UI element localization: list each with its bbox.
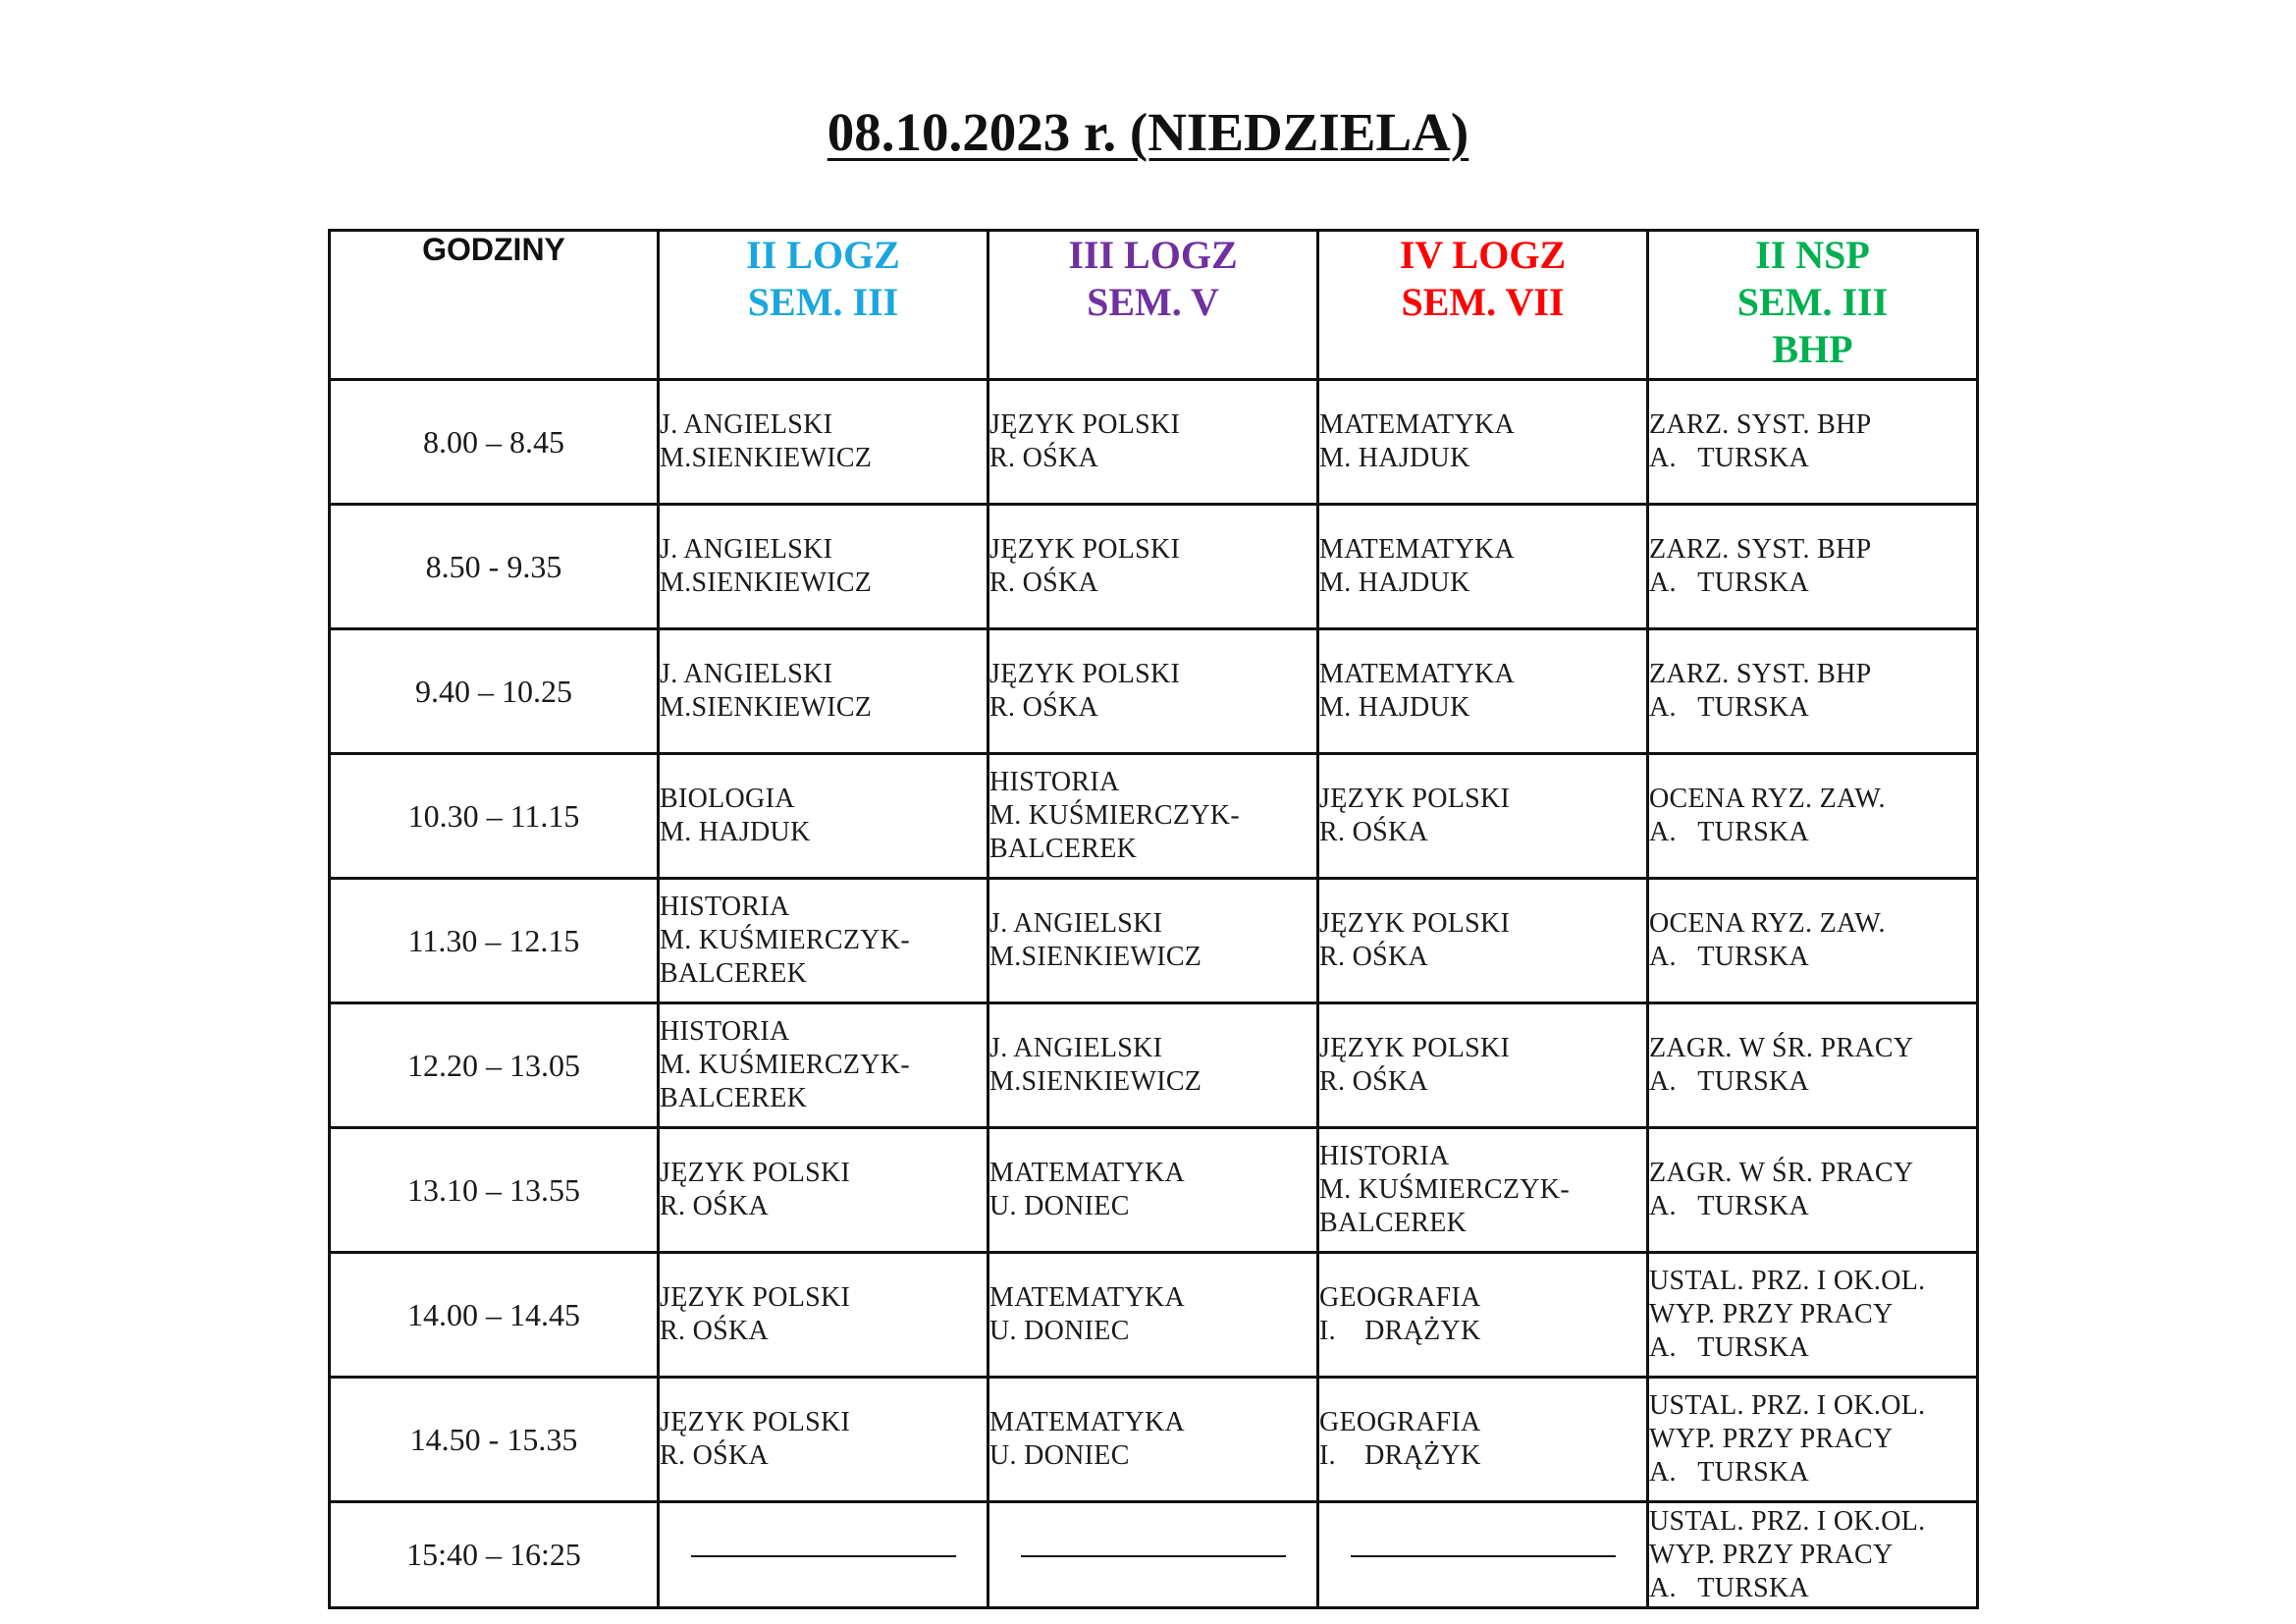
lesson-teacher: A. TURSKA [1649, 1457, 1810, 1488]
page-title: 08.10.2023 r. (NIEDZIELA) [827, 102, 1469, 162]
header-group-ii-nsp [1648, 231, 1978, 380]
lesson-cell [1648, 629, 1978, 754]
lesson-subject: ZARZ. SYST. BHP [1649, 534, 1872, 565]
lesson-teacher: R. OŚKA [660, 1191, 770, 1221]
lesson-cell [659, 1128, 988, 1253]
lesson-cell [1648, 505, 1978, 629]
lesson-cell [1318, 505, 1648, 629]
lesson-teacher: R. OŚKA [660, 1316, 770, 1346]
lesson-subject: USTAL. PRZ. I OK.OL. [1649, 1266, 1926, 1296]
lesson-teacher: M. HAJDUK [1319, 568, 1470, 598]
lesson-subject: MATEMATYKA [989, 1158, 1185, 1188]
time-slot: 14.50 - 15.35 [330, 1378, 659, 1502]
lesson-teacher: A. TURSKA [1649, 817, 1810, 847]
lesson-teacher: A. TURSKA [1649, 1191, 1810, 1221]
lesson-teacher: A. TURSKA [1649, 942, 1810, 972]
lesson-teacher: U. DONIEC [989, 1316, 1130, 1346]
lesson-teacher: I. DRĄŻYK [1319, 1440, 1481, 1471]
lesson-cell [988, 380, 1318, 505]
lesson-subject: JĘZYK POLSKI [989, 534, 1181, 565]
lesson-cell [988, 754, 1318, 879]
lesson-teacher: R. OŚKA [989, 568, 1099, 598]
lesson-teacher: R. OŚKA [989, 443, 1099, 473]
lesson-subject: BIOLOGIA [660, 784, 795, 814]
lesson-teacher: BALCEREK [1319, 1208, 1468, 1238]
lesson-teacher: I. DRĄŻYK [1319, 1316, 1481, 1346]
lesson-cell [1318, 879, 1648, 1003]
lesson-teacher: M.SIENKIEWICZ [660, 443, 873, 473]
lesson-subject: MATEMATYKA [989, 1407, 1185, 1437]
lesson-subject: OCENA RYZ. ZAW. [1649, 908, 1886, 939]
lesson-cell [659, 380, 988, 505]
time-slot: 12.20 – 13.05 [330, 1003, 659, 1128]
lesson-subject: MATEMATYKA [1319, 659, 1515, 689]
header-row [330, 231, 1978, 380]
schedule-row [330, 879, 1978, 1003]
lesson-teacher: A. TURSKA [1649, 1572, 1810, 1603]
header-group-iv-logz [1318, 231, 1648, 380]
lesson-subject: J. ANGIELSKI [660, 409, 833, 440]
lesson-cell [1318, 1253, 1648, 1378]
lesson-teacher: WYP. PRZY PRACY [1649, 1299, 1894, 1329]
lesson-teacher: A. TURSKA [1649, 692, 1810, 723]
lesson-cell [1318, 1378, 1648, 1502]
lesson-cell [659, 879, 988, 1003]
lesson-teacher: R. OŚKA [1319, 1066, 1429, 1097]
lesson-cell [659, 1378, 988, 1502]
lesson-subject: USTAL. PRZ. I OK.OL. [1649, 1390, 1926, 1421]
header-group-line: III LOGZ [1068, 233, 1238, 277]
lesson-teacher: A. TURSKA [1649, 443, 1810, 473]
time-slot: 15:40 – 16:25 [330, 1502, 659, 1608]
lesson-cell [988, 505, 1318, 629]
lesson-cell [1318, 1128, 1648, 1253]
lesson-subject: MATEMATYKA [989, 1282, 1185, 1313]
lesson-teacher: M. HAJDUK [1319, 692, 1470, 723]
lesson-subject: ZARZ. SYST. BHP [1649, 409, 1872, 440]
lesson-teacher: M. KUŚMIERCZYK- [1319, 1174, 1570, 1205]
time-slot: 8.50 - 9.35 [330, 505, 659, 629]
lesson-subject: HISTORIA [989, 767, 1120, 797]
lesson-subject: MATEMATYKA [1319, 409, 1515, 440]
schedule-row [330, 380, 1978, 505]
lesson-subject: JĘZYK POLSKI [1319, 908, 1511, 939]
lesson-teacher: BALCEREK [660, 1083, 808, 1113]
header-group-iii-logz [988, 231, 1318, 380]
lesson-teacher: R. OŚKA [660, 1440, 770, 1471]
lesson-subject: ZAGR. W ŚR. PRACY [1649, 1033, 1914, 1063]
lesson-cell [1648, 1378, 1978, 1502]
lesson-teacher: WYP. PRZY PRACY [1649, 1424, 1894, 1454]
schedule-row [330, 1378, 1978, 1502]
lesson-subject: HISTORIA [660, 892, 790, 922]
lesson-subject: GEOGRAFIA [1319, 1407, 1481, 1437]
lesson-cell [1648, 754, 1978, 879]
schedule-table [328, 229, 1979, 1609]
lesson-cell [988, 1128, 1318, 1253]
lesson-cell [988, 1378, 1318, 1502]
lesson-subject: OCENA RYZ. ZAW. [1649, 784, 1886, 814]
empty-lesson-cell [1318, 1502, 1648, 1608]
lesson-teacher: R. OŚKA [1319, 942, 1429, 972]
empty-dash-line [691, 1555, 956, 1557]
lesson-subject: ZAGR. W ŚR. PRACY [1649, 1158, 1914, 1188]
lesson-subject: HISTORIA [1319, 1141, 1450, 1171]
lesson-cell [659, 1003, 988, 1128]
lesson-cell [1648, 1003, 1978, 1128]
time-slot: 14.00 – 14.45 [330, 1253, 659, 1378]
lesson-subject: ZARZ. SYST. BHP [1649, 659, 1872, 689]
lesson-cell [659, 1253, 988, 1378]
header-group-line: SEM. III [747, 280, 899, 324]
lesson-cell [659, 754, 988, 879]
header-time-label: GODZINY [330, 231, 659, 380]
lesson-teacher: R. OŚKA [989, 692, 1099, 723]
schedule-row [330, 754, 1978, 879]
lesson-cell [1648, 1253, 1978, 1378]
header-group-line: II NSP [1755, 233, 1870, 277]
time-slot: 8.00 – 8.45 [330, 380, 659, 505]
lesson-cell [1648, 879, 1978, 1003]
lesson-teacher: WYP. PRZY PRACY [1649, 1539, 1894, 1570]
lesson-cell [1318, 629, 1648, 754]
lesson-subject: GEOGRAFIA [1319, 1282, 1481, 1313]
lesson-cell [1318, 754, 1648, 879]
lesson-teacher: M. KUŚMIERCZYK- [989, 800, 1240, 831]
empty-lesson-cell [659, 1502, 988, 1608]
schedule-row [330, 505, 1978, 629]
lesson-subject: JĘZYK POLSKI [660, 1282, 851, 1313]
lesson-teacher: M. KUŚMIERCZYK- [660, 1050, 910, 1080]
lesson-subject: JĘZYK POLSKI [1319, 1033, 1511, 1063]
lesson-subject: J. ANGIELSKI [989, 908, 1163, 939]
lesson-cell [988, 1253, 1318, 1378]
lesson-teacher: M. KUŚMIERCZYK- [660, 925, 910, 955]
lesson-teacher: M.SIENKIEWICZ [660, 692, 873, 723]
schedule-row [330, 1128, 1978, 1253]
empty-dash-line [1021, 1555, 1286, 1557]
schedule-row [330, 1253, 1978, 1378]
schedule-row [330, 1003, 1978, 1128]
lesson-teacher: R. OŚKA [1319, 817, 1429, 847]
lesson-subject: JĘZYK POLSKI [989, 659, 1181, 689]
lesson-subject: J. ANGIELSKI [989, 1033, 1163, 1063]
empty-lesson-cell [988, 1502, 1318, 1608]
header-group-line: SEM. V [1087, 280, 1219, 324]
lesson-teacher: A. TURSKA [1649, 568, 1810, 598]
empty-dash-line [1351, 1555, 1616, 1557]
lesson-cell [1318, 1003, 1648, 1128]
lesson-cell [1648, 1502, 1978, 1608]
lesson-subject: MATEMATYKA [1319, 534, 1515, 565]
header-group-line: IV LOGZ [1399, 233, 1567, 277]
header-group-line: II LOGZ [746, 233, 900, 277]
lesson-subject: JĘZYK POLSKI [660, 1158, 851, 1188]
header-group-line: BHP [1772, 327, 1853, 371]
schedule-row [330, 629, 1978, 754]
header-group-ii-logz [659, 231, 988, 380]
lesson-subject: USTAL. PRZ. I OK.OL. [1649, 1505, 1926, 1537]
lesson-teacher: A. TURSKA [1649, 1066, 1810, 1097]
lesson-cell [988, 1003, 1318, 1128]
lesson-subject: JĘZYK POLSKI [1319, 784, 1511, 814]
lesson-cell [1318, 380, 1648, 505]
lesson-teacher: BALCEREK [989, 834, 1138, 864]
lesson-teacher: BALCEREK [660, 958, 808, 989]
lesson-subject: JĘZYK POLSKI [660, 1407, 851, 1437]
lesson-cell [1648, 1128, 1978, 1253]
lesson-subject: J. ANGIELSKI [660, 534, 833, 565]
lesson-cell [1648, 380, 1978, 505]
lesson-teacher: M.SIENKIEWICZ [989, 1066, 1202, 1097]
lesson-subject: HISTORIA [660, 1016, 790, 1047]
lesson-cell [659, 505, 988, 629]
lesson-cell [988, 629, 1318, 754]
header-group-line: SEM. VII [1401, 280, 1565, 324]
lesson-teacher: M. HAJDUK [1319, 443, 1470, 473]
schedule-row [330, 1502, 1978, 1608]
lesson-teacher: M.SIENKIEWICZ [989, 942, 1202, 972]
time-slot: 13.10 – 13.55 [330, 1128, 659, 1253]
lesson-cell [659, 629, 988, 754]
time-slot: 9.40 – 10.25 [330, 629, 659, 754]
lesson-teacher: A. TURSKA [1649, 1332, 1810, 1363]
schedule-body [330, 380, 1978, 1608]
lesson-teacher: M.SIENKIEWICZ [660, 568, 873, 598]
lesson-cell [988, 879, 1318, 1003]
lesson-subject: J. ANGIELSKI [660, 659, 833, 689]
header-group-line: SEM. III [1736, 280, 1889, 324]
lesson-teacher: U. DONIEC [989, 1191, 1130, 1221]
lesson-teacher: U. DONIEC [989, 1440, 1130, 1471]
lesson-subject: JĘZYK POLSKI [989, 409, 1181, 440]
lesson-teacher: M. HAJDUK [660, 817, 811, 847]
time-slot: 11.30 – 12.15 [330, 879, 659, 1003]
time-slot: 10.30 – 11.15 [330, 754, 659, 879]
